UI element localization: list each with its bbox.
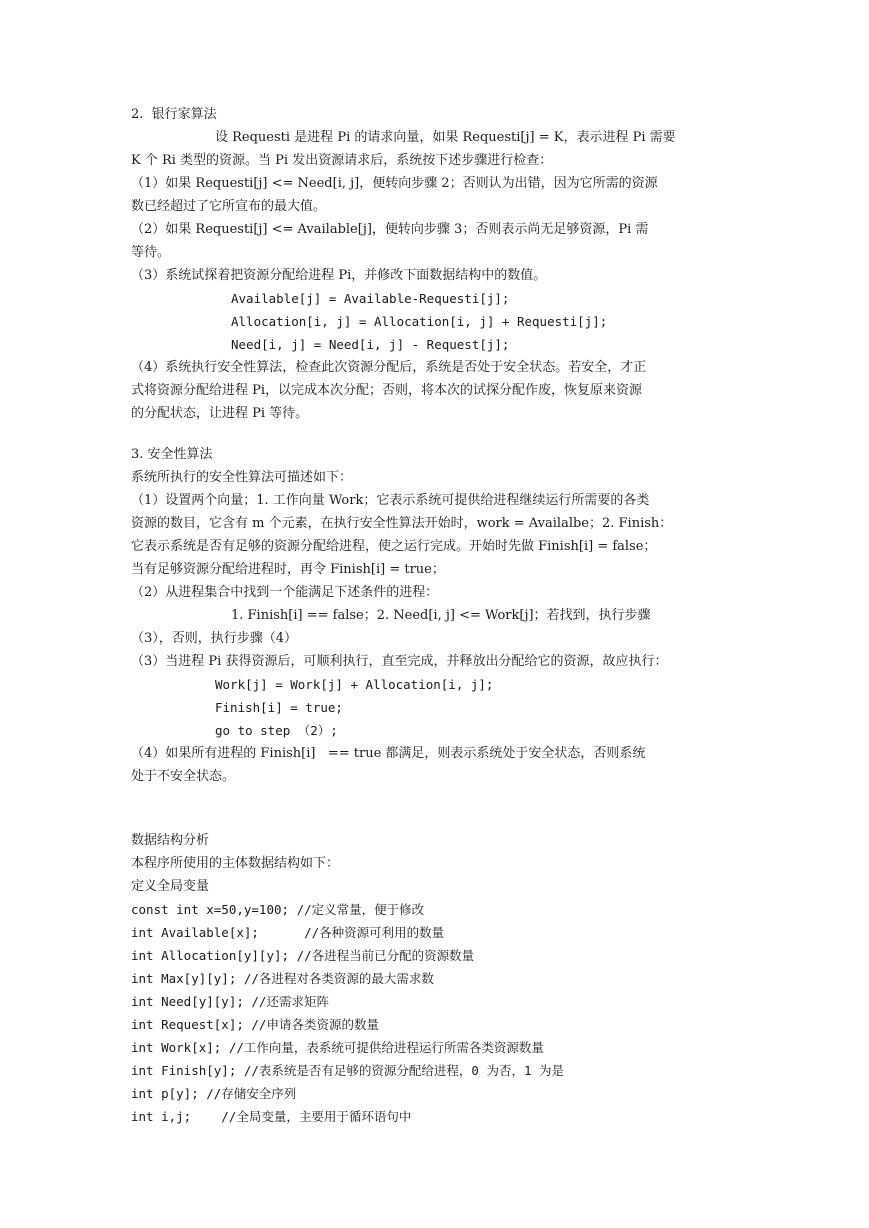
paragraph-line: 当有足够资源分配给进程时，再令 Finish[i] = true； [131,562,445,577]
code-line: Available[j] = Available-Requesti[j]; [231,291,510,306]
section-heading-data-structure: 数据结构分析 [131,833,210,848]
paragraph-line: 的分配状态，让进程 Pi 等待。 [131,406,309,421]
paragraph-line: （3）当进程 Pi 获得资源后，可顺利执行，直至完成，并释放出分配给它的资源，故应执行： [131,654,668,669]
code-line: int Work[x]; //工作向量，表系统可提供给进程运行所需各类资源数量 [131,1040,544,1055]
paragraph-line: （4）系统执行安全性算法，检查此次资源分配后，系统是否处于安全状态。若安全，才正 [131,360,647,375]
paragraph-line: （4）如果所有进程的 Finish[i] == true 都满足，则表示系统处于安全状态，否则系统 [131,746,646,761]
paragraph-line: 设 Requesti 是进程 Pi 的请求向量，如果 Requesti[j] = K，表示进程 Pi 需要 [215,130,676,145]
code-line: Work[j] = Work[j] + Allocation[i, j]; [215,677,494,692]
code-line: int i,j; //全局变量，主要用于循环语句中 [131,1109,412,1124]
subheading-globals: 定义全局变量 [131,879,210,894]
code-line: int p[y]; //存储安全序列 [131,1086,297,1101]
paragraph-line: 本程序所使用的主体数据结构如下： [131,856,340,871]
paragraph-line: （3）系统试探着把资源分配给进程 Pi，并修改下面数据结构中的数值。 [131,268,547,283]
paragraph-line: （3），否则，执行步骤（4） [131,631,298,646]
section-heading-safety: 3. 安全性算法 [131,447,213,462]
paragraph-line: （2）如果 Requesti[j] <= Available[j]，便转向步骤 3；否则表示尚无足够资源，Pi 需 [131,222,649,237]
paragraph-line: （1）设置两个向量；1. 工作向量 Work；它表示系统可提供给进程继续运行所需要的各类 [131,493,650,508]
paragraph-line: （2）从进程集合中找到一个能满足下述条件的进程： [131,585,439,600]
code-line: int Need[y][y]; //还需求矩阵 [131,994,329,1009]
paragraph-line: （1）如果 Requesti[j] <= Need[i, j]，便转向步骤 2；否则认为出错，因为它所需的资源 [131,176,658,191]
code-line: const int x=50,y=100; //定义常量，便于修改 [131,902,425,917]
paragraph-line: 1. Finish[i] == false；2. Need[i, j] <= Work[j]；若找到，执行步骤 [231,608,651,623]
code-line: int Request[x]; //申请各类资源的数量 [131,1017,379,1032]
code-line: int Max[y][y]; //各进程对各类资源的最大需求数 [131,971,434,986]
paragraph-line: 式将资源分配给进程 Pi，以完成本次分配；否则，将本次的试探分配作废，恢复原来资源 [131,383,643,398]
paragraph-line: K 个 Ri 类型的资源。当 Pi 发出资源请求后，系统按下述步骤进行检查： [131,153,553,168]
paragraph-line: 系统所执行的安全性算法可描述如下： [131,470,353,485]
code-line: Allocation[i, j] = Allocation[i, j] + Requesti[j]; [231,314,608,329]
paragraph-line: 等待。 [131,245,171,260]
paragraph-line: 数已经超过了它所宣布的最大值。 [131,199,327,214]
code-line: go to step （2）; [215,723,338,738]
code-line: Finish[i] = true; [215,700,343,715]
code-line: int Available[x]; //各种资源可利用的数量 [131,925,445,940]
paragraph-line: 处于不安全状态。 [131,769,236,784]
paragraph-line: 资源的数目，它含有 m 个元素，在执行安全性算法开始时，work = Availalbe；2. Finish： [131,516,673,531]
paragraph-line: 它表示系统是否有足够的资源分配给进程，使之运行完成。开始时先做 Finish[i] = false； [131,539,657,554]
code-line: int Finish[y]; //表系统是否有足够的资源分配给进程，0 为否，1 为是 [131,1063,565,1078]
code-line: int Allocation[y][y]; //各进程当前已分配的资源数量 [131,948,475,963]
section-heading-bankers: 2. 银行家算法 [131,107,217,122]
code-line: Need[i, j] = Need[i, j] - Request[j]; [231,337,510,352]
